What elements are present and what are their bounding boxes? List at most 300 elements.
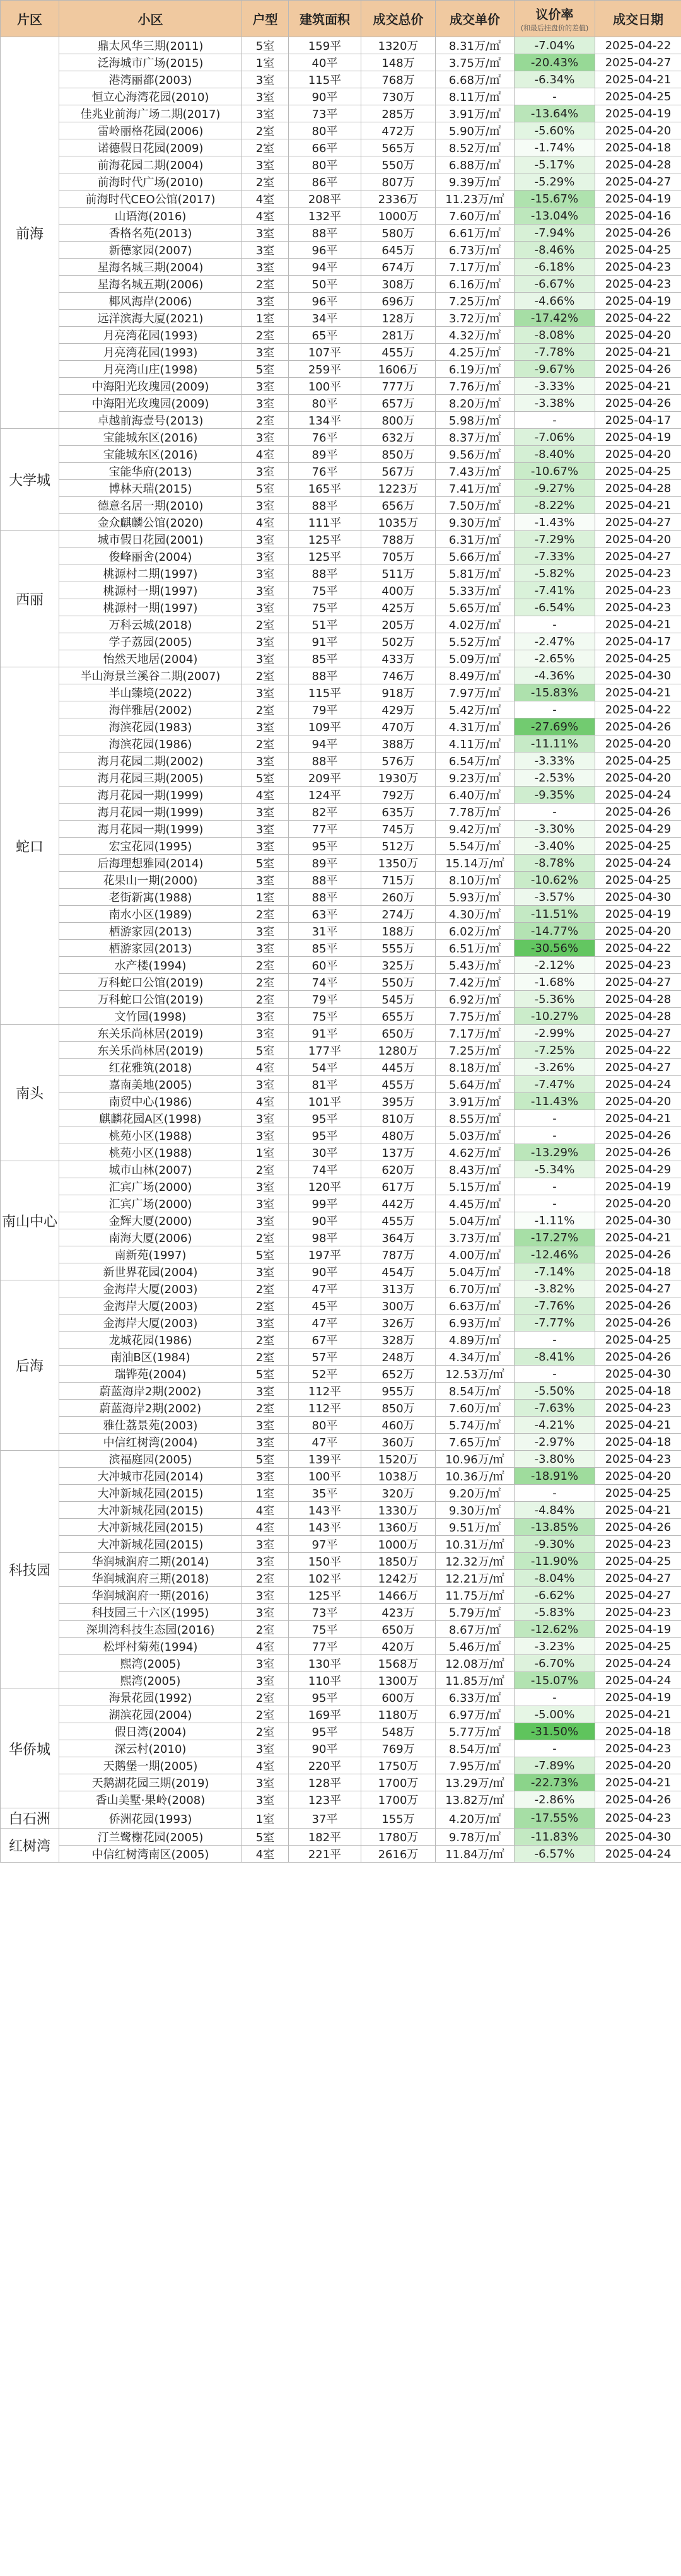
date-cell: 2025-04-20	[595, 923, 681, 940]
community-cell: 南贸中心(1986)	[59, 1093, 242, 1110]
date-cell: 2025-04-21	[595, 1774, 681, 1791]
total-price-cell: 635万	[361, 804, 436, 821]
total-price-cell: 696万	[361, 293, 436, 310]
table-row	[1, 1621, 681, 1638]
total-price-cell: 1330万	[361, 1502, 436, 1519]
date-cell: 2025-04-25	[595, 1553, 681, 1570]
layout-cell: 4室	[242, 1757, 289, 1774]
unit-price-cell: 5.66万/㎡	[436, 548, 515, 565]
table-row	[1, 872, 681, 889]
layout-cell: 4室	[242, 1638, 289, 1655]
community-cell: 宝能城东区(2016)	[59, 446, 242, 463]
community-cell: 红花雅筑(2018)	[59, 1059, 242, 1076]
unit-price-cell: 4.25万/㎡	[436, 344, 515, 361]
area-cell: 143平	[289, 1519, 361, 1536]
date-cell: 2025-04-19	[595, 1689, 681, 1706]
date-cell: 2025-04-20	[595, 770, 681, 787]
district-cell: 红树湾	[1, 1829, 59, 1863]
area-cell: 60平	[289, 957, 361, 974]
discount-cell: -	[515, 701, 595, 718]
table-row	[1, 1332, 681, 1349]
area-cell: 47平	[289, 1434, 361, 1451]
area-cell: 73平	[289, 1604, 361, 1621]
layout-cell: 2室	[242, 616, 289, 633]
table-row	[1, 1110, 681, 1127]
total-price-cell: 1750万	[361, 1757, 436, 1774]
discount-cell: -6.70%	[515, 1655, 595, 1672]
date-cell: 2025-04-28	[595, 156, 681, 173]
date-cell: 2025-04-26	[595, 1127, 681, 1144]
unit-price-cell: 5.77万/㎡	[436, 1723, 515, 1740]
total-price-cell: 148万	[361, 54, 436, 71]
layout-cell: 3室	[242, 1791, 289, 1808]
area-cell: 95平	[289, 838, 361, 855]
community-cell: 大冲新城花园(2015)	[59, 1536, 242, 1553]
date-cell: 2025-04-21	[595, 497, 681, 514]
date-cell: 2025-04-23	[595, 1740, 681, 1757]
area-cell: 132平	[289, 208, 361, 225]
table-row	[1, 1485, 681, 1502]
unit-price-cell: 7.76万/㎡	[436, 378, 515, 395]
discount-cell: -7.76%	[515, 1297, 595, 1314]
community-cell: 海月花园三期(2005)	[59, 770, 242, 787]
layout-cell: 3室	[242, 71, 289, 88]
date-cell: 2025-04-25	[595, 1485, 681, 1502]
community-cell: 城市假日花园(2001)	[59, 531, 242, 548]
table-row	[1, 361, 681, 378]
date-cell: 2025-04-27	[595, 1280, 681, 1297]
date-cell: 2025-04-27	[595, 1570, 681, 1587]
date-cell: 2025-04-26	[595, 1791, 681, 1808]
table-row	[1, 531, 681, 548]
date-cell: 2025-04-22	[595, 37, 681, 54]
community-cell: 卓越前海壹号(2013)	[59, 412, 242, 429]
table-row	[1, 242, 681, 259]
layout-cell: 2室	[242, 139, 289, 156]
layout-cell: 3室	[242, 582, 289, 599]
date-cell: 2025-04-24	[595, 1846, 681, 1863]
layout-cell: 4室	[242, 1846, 289, 1863]
discount-cell: -15.83%	[515, 684, 595, 701]
unit-price-cell: 7.25万/㎡	[436, 1042, 515, 1059]
total-price-cell: 1038万	[361, 1468, 436, 1485]
area-cell: 94平	[289, 259, 361, 276]
area-cell: 123平	[289, 1791, 361, 1808]
table-row	[1, 855, 681, 872]
unit-price-cell: 8.20万/㎡	[436, 395, 515, 412]
community-cell: 港湾丽都(2003)	[59, 71, 242, 88]
area-cell: 54平	[289, 1059, 361, 1076]
district-cell: 科技园	[1, 1451, 59, 1689]
unit-price-cell: 5.79万/㎡	[436, 1604, 515, 1621]
total-price-cell: 455万	[361, 1212, 436, 1229]
community-cell: 后海理想雅园(2014)	[59, 855, 242, 872]
total-price-cell: 674万	[361, 259, 436, 276]
table-row	[1, 156, 681, 173]
area-cell: 89平	[289, 446, 361, 463]
unit-price-cell: 4.02万/㎡	[436, 616, 515, 633]
unit-price-cell: 11.84万/㎡	[436, 1846, 515, 1863]
total-price-cell: 360万	[361, 1434, 436, 1451]
community-cell: 金辉大厦(2000)	[59, 1212, 242, 1229]
table-row	[1, 1400, 681, 1417]
total-price-cell: 955万	[361, 1383, 436, 1400]
total-price-cell: 388万	[361, 735, 436, 752]
unit-price-cell: 5.04万/㎡	[436, 1263, 515, 1280]
unit-price-cell: 4.00万/㎡	[436, 1246, 515, 1263]
discount-cell: -7.41%	[515, 582, 595, 599]
table-row	[1, 718, 681, 735]
table-row	[1, 71, 681, 88]
table-row	[1, 446, 681, 463]
area-cell: 88平	[289, 752, 361, 770]
community-cell: 华润城润府一期(2016)	[59, 1587, 242, 1604]
community-cell: 月亮湾花园(1993)	[59, 344, 242, 361]
unit-price-cell: 9.42万/㎡	[436, 821, 515, 838]
unit-price-cell: 6.54万/㎡	[436, 752, 515, 770]
layout-cell: 3室	[242, 923, 289, 940]
community-cell: 南海大厦(2006)	[59, 1229, 242, 1246]
date-cell: 2025-04-26	[595, 1349, 681, 1366]
layout-cell: 3室	[242, 1178, 289, 1195]
date-cell: 2025-04-25	[595, 1332, 681, 1349]
unit-price-cell: 3.73万/㎡	[436, 1229, 515, 1246]
discount-cell: -7.63%	[515, 1400, 595, 1417]
area-cell: 208平	[289, 190, 361, 208]
date-cell: 2025-04-17	[595, 412, 681, 429]
layout-cell: 3室	[242, 1127, 289, 1144]
table-row	[1, 1638, 681, 1655]
date-cell: 2025-04-23	[595, 565, 681, 582]
total-price-cell: 325万	[361, 957, 436, 974]
unit-price-cell: 6.93万/㎡	[436, 1314, 515, 1332]
date-cell: 2025-04-23	[595, 582, 681, 599]
total-price-cell: 320万	[361, 1485, 436, 1502]
date-cell: 2025-04-21	[595, 1229, 681, 1246]
community-cell: 万科蛇口公馆(2019)	[59, 974, 242, 991]
community-cell: 麒麟花园A区(1998)	[59, 1110, 242, 1127]
area-cell: 95平	[289, 1723, 361, 1740]
layout-cell: 4室	[242, 1059, 289, 1076]
discount-cell: -9.27%	[515, 480, 595, 497]
discount-cell: -	[515, 1195, 595, 1212]
total-price-cell: 620万	[361, 1161, 436, 1178]
unit-price-cell: 12.08万/㎡	[436, 1655, 515, 1672]
table-row	[1, 1706, 681, 1723]
date-cell: 2025-04-22	[595, 310, 681, 327]
unit-price-cell: 9.78万/㎡	[436, 1829, 515, 1846]
unit-price-cell: 9.51万/㎡	[436, 1519, 515, 1536]
table-row	[1, 804, 681, 821]
layout-cell: 2室	[242, 327, 289, 344]
community-cell: 桃苑小区(1988)	[59, 1127, 242, 1144]
table-row	[1, 974, 681, 991]
layout-cell: 3室	[242, 633, 289, 650]
community-cell: 熙湾(2005)	[59, 1672, 242, 1689]
discount-cell: -4.36%	[515, 667, 595, 684]
area-cell: 100平	[289, 378, 361, 395]
table-row	[1, 1059, 681, 1076]
layout-cell: 4室	[242, 787, 289, 804]
community-cell: 香格名苑(2013)	[59, 225, 242, 242]
discount-cell: -1.68%	[515, 974, 595, 991]
table-row	[1, 88, 681, 105]
total-price-cell: 300万	[361, 1297, 436, 1314]
date-cell: 2025-04-20	[595, 327, 681, 344]
layout-cell: 3室	[242, 1604, 289, 1621]
total-price-cell: 137万	[361, 1144, 436, 1161]
total-price-cell: 746万	[361, 667, 436, 684]
community-cell: 俊峰丽舍(2004)	[59, 548, 242, 565]
date-cell: 2025-04-24	[595, 855, 681, 872]
discount-cell: -13.85%	[515, 1519, 595, 1536]
community-cell: 泛海城市广场(2015)	[59, 54, 242, 71]
table-row	[1, 1774, 681, 1791]
community-cell: 佳兆业前海广场二期(2017)	[59, 105, 242, 122]
layout-cell: 1室	[242, 1485, 289, 1502]
total-price-cell: 565万	[361, 139, 436, 156]
date-cell: 2025-04-26	[595, 361, 681, 378]
table-header-row	[1, 1, 681, 37]
unit-price-cell: 8.37万/㎡	[436, 429, 515, 446]
layout-cell: 3室	[242, 599, 289, 616]
unit-price-cell: 9.39万/㎡	[436, 173, 515, 190]
layout-cell: 2室	[242, 667, 289, 684]
table-row	[1, 1297, 681, 1314]
date-cell: 2025-04-27	[595, 1025, 681, 1042]
community-cell: 金众麒麟公馆(2020)	[59, 514, 242, 531]
area-cell: 221平	[289, 1846, 361, 1863]
layout-cell: 2室	[242, 735, 289, 752]
table-row	[1, 190, 681, 208]
unit-price-cell: 8.43万/㎡	[436, 1161, 515, 1178]
layout-cell: 3室	[242, 378, 289, 395]
unit-price-cell: 5.09万/㎡	[436, 650, 515, 667]
total-price-cell: 810万	[361, 1110, 436, 1127]
area-cell: 85平	[289, 650, 361, 667]
discount-cell: -5.36%	[515, 991, 595, 1008]
header-community: 小区	[59, 1, 242, 37]
total-price-cell: 420万	[361, 1638, 436, 1655]
discount-cell: -17.27%	[515, 1229, 595, 1246]
discount-cell: -8.46%	[515, 242, 595, 259]
unit-price-cell: 5.03万/㎡	[436, 1127, 515, 1144]
community-cell: 华润城润府二期(2014)	[59, 1553, 242, 1570]
discount-cell: -7.25%	[515, 1042, 595, 1059]
unit-price-cell: 6.40万/㎡	[436, 787, 515, 804]
community-cell: 城市山林(2007)	[59, 1161, 242, 1178]
layout-cell: 3室	[242, 838, 289, 855]
area-cell: 79平	[289, 701, 361, 718]
area-cell: 111平	[289, 514, 361, 531]
discount-cell: -11.51%	[515, 906, 595, 923]
discount-cell: -	[515, 88, 595, 105]
discount-cell: -	[515, 1485, 595, 1502]
area-cell: 124平	[289, 787, 361, 804]
date-cell: 2025-04-25	[595, 1638, 681, 1655]
table-row	[1, 1689, 681, 1706]
total-price-cell: 445万	[361, 1059, 436, 1076]
area-cell: 85平	[289, 940, 361, 957]
date-cell: 2025-04-21	[595, 378, 681, 395]
area-cell: 73平	[289, 105, 361, 122]
header-total-price: 成交总价	[361, 1, 436, 37]
layout-cell: 3室	[242, 1076, 289, 1093]
total-price-cell: 788万	[361, 531, 436, 548]
discount-cell: -7.47%	[515, 1076, 595, 1093]
total-price-cell: 248万	[361, 1349, 436, 1366]
table-row	[1, 1757, 681, 1774]
area-cell: 77平	[289, 821, 361, 838]
date-cell: 2025-04-18	[595, 1383, 681, 1400]
total-price-cell: 632万	[361, 429, 436, 446]
discount-cell: -27.69%	[515, 718, 595, 735]
community-cell: 香山美墅·果岭(2008)	[59, 1791, 242, 1808]
unit-price-cell: 7.65万/㎡	[436, 1434, 515, 1451]
unit-price-cell: 5.15万/㎡	[436, 1178, 515, 1195]
layout-cell: 3室	[242, 821, 289, 838]
unit-price-cell: 3.72万/㎡	[436, 310, 515, 327]
total-price-cell: 652万	[361, 1366, 436, 1383]
discount-cell: -17.42%	[515, 310, 595, 327]
layout-cell: 2室	[242, 701, 289, 718]
unit-price-cell: 5.74万/㎡	[436, 1417, 515, 1434]
date-cell: 2025-04-26	[595, 1246, 681, 1263]
discount-cell: -5.29%	[515, 173, 595, 190]
discount-cell: -6.67%	[515, 276, 595, 293]
discount-cell: -15.67%	[515, 190, 595, 208]
area-cell: 86平	[289, 173, 361, 190]
date-cell: 2025-04-25	[595, 88, 681, 105]
community-cell: 中信红树湾南区(2005)	[59, 1846, 242, 1863]
discount-cell: -	[515, 1127, 595, 1144]
date-cell: 2025-04-25	[595, 650, 681, 667]
layout-cell: 2室	[242, 1689, 289, 1706]
community-cell: 海滨花园(1983)	[59, 718, 242, 735]
area-cell: 130平	[289, 1655, 361, 1672]
total-price-cell: 550万	[361, 974, 436, 991]
table-row	[1, 957, 681, 974]
date-cell: 2025-04-25	[595, 872, 681, 889]
layout-cell: 3室	[242, 1263, 289, 1280]
area-cell: 80平	[289, 122, 361, 139]
discount-cell: -5.83%	[515, 1604, 595, 1621]
discount-cell: -2.12%	[515, 957, 595, 974]
date-cell: 2025-04-21	[595, 1110, 681, 1127]
discount-cell: -13.29%	[515, 1144, 595, 1161]
table-row	[1, 208, 681, 225]
table-row	[1, 599, 681, 616]
discount-cell: -6.62%	[515, 1587, 595, 1604]
area-cell: 90平	[289, 1740, 361, 1757]
unit-price-cell: 7.60万/㎡	[436, 208, 515, 225]
date-cell: 2025-04-28	[595, 1008, 681, 1025]
unit-price-cell: 4.45万/㎡	[436, 1195, 515, 1212]
area-cell: 91平	[289, 633, 361, 650]
discount-cell: -3.38%	[515, 395, 595, 412]
community-cell: 假日湾(2004)	[59, 1723, 242, 1740]
community-cell: 桃源村二期(1997)	[59, 565, 242, 582]
community-cell: 诺德假日花园(2009)	[59, 139, 242, 156]
date-cell: 2025-04-24	[595, 1655, 681, 1672]
discount-cell: -1.43%	[515, 514, 595, 531]
layout-cell: 3室	[242, 1587, 289, 1604]
table-row	[1, 480, 681, 497]
community-cell: 桃源村一期(1997)	[59, 599, 242, 616]
total-price-cell: 313万	[361, 1280, 436, 1297]
unit-price-cell: 11.23万/㎡	[436, 190, 515, 208]
community-cell: 博林天瑞(2015)	[59, 480, 242, 497]
date-cell: 2025-04-18	[595, 1723, 681, 1740]
table-row	[1, 752, 681, 770]
discount-cell: -3.40%	[515, 838, 595, 855]
total-price-cell: 433万	[361, 650, 436, 667]
layout-cell: 5室	[242, 361, 289, 378]
table-row	[1, 940, 681, 957]
unit-price-cell: 7.17万/㎡	[436, 1025, 515, 1042]
unit-price-cell: 11.75万/㎡	[436, 1587, 515, 1604]
total-price-cell: 645万	[361, 242, 436, 259]
unit-price-cell: 13.29万/㎡	[436, 1774, 515, 1791]
unit-price-cell: 6.92万/㎡	[436, 991, 515, 1008]
total-price-cell: 455万	[361, 344, 436, 361]
area-cell: 74平	[289, 1161, 361, 1178]
district-cell: 华侨城	[1, 1689, 59, 1808]
discount-cell: -12.46%	[515, 1246, 595, 1263]
total-price-cell: 1350万	[361, 855, 436, 872]
unit-price-cell: 4.89万/㎡	[436, 1332, 515, 1349]
discount-cell: -7.33%	[515, 548, 595, 565]
total-price-cell: 511万	[361, 565, 436, 582]
date-cell: 2025-04-27	[595, 548, 681, 565]
date-cell: 2025-04-29	[595, 821, 681, 838]
community-cell: 新世界花园(2004)	[59, 1263, 242, 1280]
header-district: 片区	[1, 1, 59, 37]
unit-price-cell: 9.23万/㎡	[436, 770, 515, 787]
date-cell: 2025-04-19	[595, 105, 681, 122]
discount-cell: -6.18%	[515, 259, 595, 276]
unit-price-cell: 7.95万/㎡	[436, 1757, 515, 1774]
total-price-cell: 1520万	[361, 1451, 436, 1468]
table-row	[1, 1434, 681, 1451]
layout-cell: 5室	[242, 1829, 289, 1846]
total-price-cell: 1300万	[361, 1672, 436, 1689]
area-cell: 134平	[289, 412, 361, 429]
discount-cell: -4.21%	[515, 1417, 595, 1434]
layout-cell: 2室	[242, 906, 289, 923]
date-cell: 2025-04-20	[595, 1093, 681, 1110]
table-row	[1, 1212, 681, 1229]
discount-cell: -8.40%	[515, 446, 595, 463]
layout-cell: 1室	[242, 54, 289, 71]
date-cell: 2025-04-25	[595, 752, 681, 770]
area-cell: 143平	[289, 1502, 361, 1519]
unit-price-cell: 4.30万/㎡	[436, 906, 515, 923]
header-unit-price: 成交单价	[436, 1, 515, 37]
discount-cell: -13.64%	[515, 105, 595, 122]
area-cell: 34平	[289, 310, 361, 327]
total-price-cell: 576万	[361, 752, 436, 770]
discount-cell: -11.11%	[515, 735, 595, 752]
community-cell: 星海名城五期(2006)	[59, 276, 242, 293]
total-price-cell: 454万	[361, 1263, 436, 1280]
unit-price-cell: 8.31万/㎡	[436, 37, 515, 54]
layout-cell: 3室	[242, 429, 289, 446]
community-cell: 汀兰鹭榭花园(2005)	[59, 1829, 242, 1846]
unit-price-cell: 7.25万/㎡	[436, 293, 515, 310]
layout-cell: 3室	[242, 1672, 289, 1689]
discount-cell: -7.06%	[515, 429, 595, 446]
